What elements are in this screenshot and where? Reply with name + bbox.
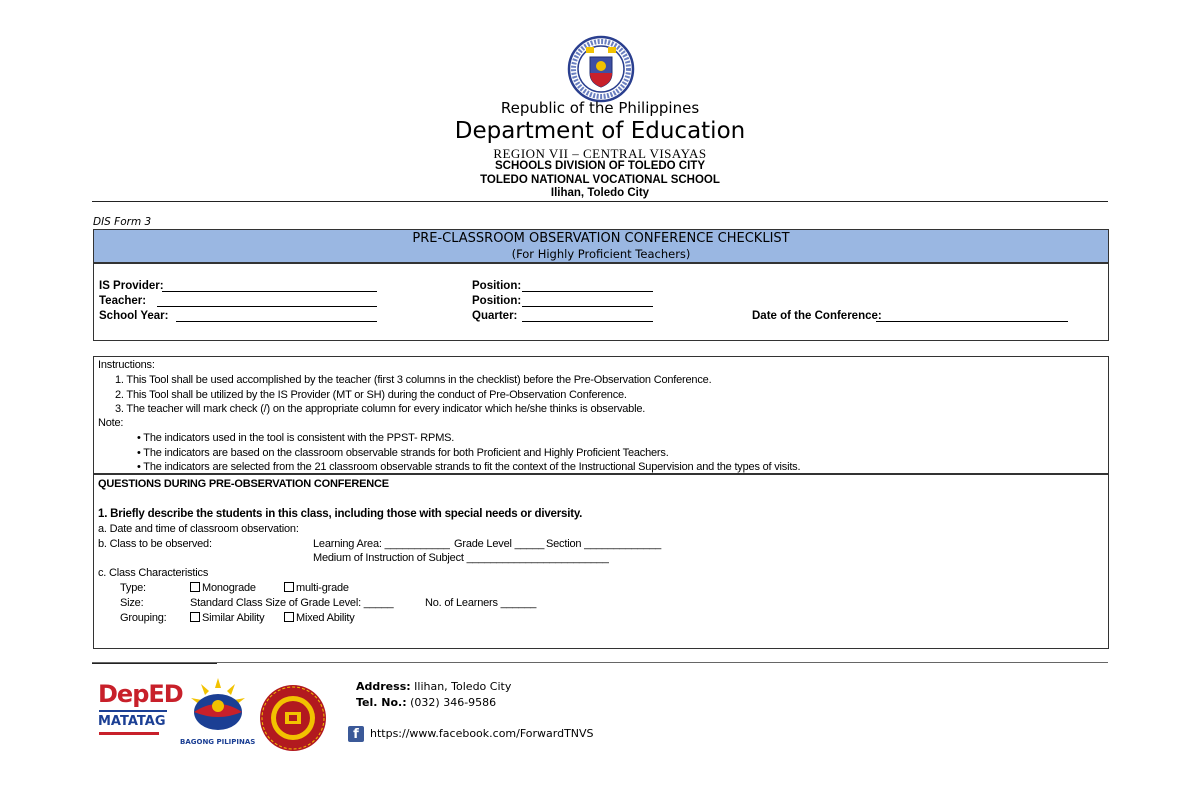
question-b: b. Class to be observed: <box>98 538 212 550</box>
position2-field[interactable] <box>522 295 653 307</box>
footer-tel <box>356 696 496 709</box>
grouping-label: Grouping: <box>120 612 167 624</box>
tel-value: (032) 346-9586 <box>410 696 497 709</box>
position1-label: Position: <box>472 280 522 292</box>
checkbox-icon <box>284 582 294 592</box>
checkbox-icon <box>190 582 200 592</box>
matatag-logo-text: MATATAG <box>98 714 166 729</box>
monograde-option[interactable] <box>190 582 256 594</box>
tel-label: Tel. No.: <box>356 696 407 709</box>
school-year-label: School Year: <box>99 310 169 322</box>
note-item: • The indicators used in the tool is consistent with the PPST- RPMS. <box>137 432 455 444</box>
bagong-pilipinas-logo-icon <box>183 676 253 732</box>
grade-level-field[interactable]: Grade Level _____ <box>454 538 545 550</box>
monograde-label: Monograde <box>202 582 256 594</box>
note-heading: Note: <box>98 417 124 429</box>
address-label: Address: <box>356 680 411 693</box>
facebook-link[interactable]: https://www.facebook.com/ForwardTNVS <box>370 727 594 740</box>
checkbox-icon <box>190 612 200 622</box>
multigrade-label: multi-grade <box>296 582 349 594</box>
facebook-icon: f <box>348 726 364 742</box>
instruction-item: 3. The teacher will mark check (/) on the appropriate column for every indicator which he/she thinks is observable. <box>115 403 646 415</box>
questions-heading: QUESTIONS DURING PRE-OBSERVATION CONFERENCE <box>98 478 389 490</box>
section-field[interactable]: Section _____________ <box>546 538 662 550</box>
type-label: Type: <box>120 582 146 594</box>
republic-text: Republic of the Philippines <box>500 99 700 117</box>
form-title: PRE-CLASSROOM OBSERVATION CONFERENCE CHECKLIST <box>412 231 790 246</box>
standard-size-field[interactable]: Standard Class Size of Grade Level: _____ <box>190 597 394 609</box>
division-text: SCHOOLS DIVISION OF TOLEDO CITY <box>495 160 705 172</box>
question-a: a. Date and time of classroom observation: <box>98 523 299 535</box>
teacher-label: Teacher: <box>99 295 147 307</box>
note-item: • The indicators are based on the classroom observable strands for both Proficient and Highly Proficient Teachers. <box>137 447 669 459</box>
region-text: REGION VII – CENTRAL VISAYAS <box>493 146 707 161</box>
checkbox-icon <box>284 612 294 622</box>
date-conference-field[interactable] <box>876 310 1068 322</box>
question-c: c. Class Characteristics <box>98 567 209 579</box>
footer-divider <box>92 662 1108 663</box>
footer-divider-accent <box>92 663 217 664</box>
address-value: Ilihan, Toledo City <box>414 680 512 693</box>
no-learners-field[interactable]: No. of Learners ______ <box>425 597 537 609</box>
header-divider <box>92 201 1108 202</box>
deped-matatag-logo <box>98 680 183 746</box>
form-number: DIS Form 3 <box>93 216 152 228</box>
teacher-field[interactable] <box>157 295 377 307</box>
position2-label: Position: <box>472 295 522 307</box>
deped-logo-text: DepED <box>98 680 183 708</box>
quarter-label: Quarter: <box>472 310 518 322</box>
logo-stripe <box>99 710 167 712</box>
bagong-pilipinas-text: BAGONG PILIPINAS <box>180 738 256 746</box>
date-conference-label: Date of the Conference: <box>752 310 882 322</box>
instructions-heading: Instructions: <box>98 359 155 371</box>
learning-area-field[interactable]: Learning Area: ___________ <box>313 538 450 550</box>
school-seal-icon <box>259 684 327 752</box>
instruction-item: 2. This Tool shall be utilized by the IS Provider (MT or SH) during the conduct of Pre-Observation Conference. <box>115 389 627 401</box>
is-provider-field[interactable] <box>162 280 377 292</box>
medium-field[interactable]: Medium of Instruction of Subject ________________________ <box>313 552 609 564</box>
department-title: Department of Education <box>454 118 746 144</box>
question-1: 1. Briefly describe the students in this class, including those with special needs or diversity. <box>98 508 583 520</box>
is-provider-label: IS Provider: <box>99 280 164 292</box>
size-label: Size: <box>120 597 144 609</box>
school-name: TOLEDO NATIONAL VOCATIONAL SCHOOL <box>480 174 720 186</box>
mixed-ability-label: Mixed Ability <box>296 612 355 624</box>
logo-stripe <box>99 732 159 735</box>
position1-field[interactable] <box>522 280 653 292</box>
quarter-field[interactable] <box>522 310 653 322</box>
footer-address <box>356 680 511 693</box>
similar-ability-label: Similar Ability <box>202 612 265 624</box>
multigrade-option[interactable] <box>284 582 349 594</box>
instruction-item: 1. This Tool shall be used accomplished by the teacher (first 3 columns in the checklist) before the Pre-Observation Conference. <box>115 374 712 386</box>
form-subtitle: (For Highly Proficient Teachers) <box>511 247 691 261</box>
note-item: • The indicators are selected from the 21 classroom observable strands to fit the context of the Instructional Supervision and the types of visits. <box>137 461 801 473</box>
school-year-field[interactable] <box>176 310 377 322</box>
school-address: Ilihan, Toledo City <box>550 187 650 199</box>
mixed-ability-option[interactable] <box>284 612 355 624</box>
deped-seal-icon <box>566 35 636 103</box>
similar-ability-option[interactable] <box>190 612 264 624</box>
